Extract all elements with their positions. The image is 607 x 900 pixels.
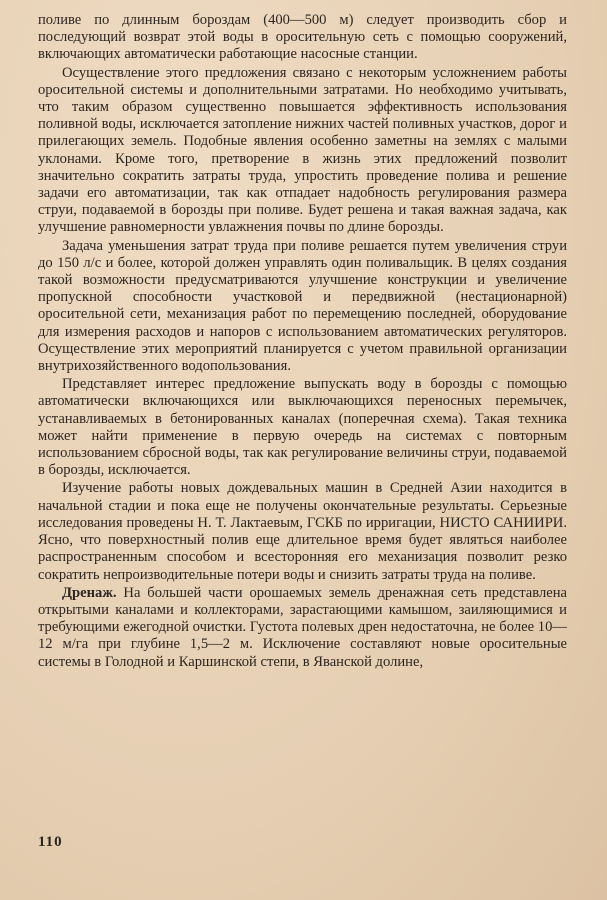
paragraph: Задача уменьшения затрат труда при поливе решается путем увеличения струи до 150 л/с и более, которой должен управлять один поливальщик. В целях создания такой возможности предусматриваются улучшение конструкции и увеличение пропускной способности участковой и передвижной (нестационарной) оросительной сети, механизация работ по перемещению последней, оборудование для измерения расходов и напоров с использованием автоматических регуляторов. Осуществление этих мероприятий планируется с учетом правильной организации внутрихозяйственного водопользования. bbox=[38, 237, 567, 375]
paragraph: Изучение работы новых дождевальных машин в Средней Азии находится в начальной стадии и пока еще не получены окончательные результаты. Серьезные исследования проведены Н. Т. Лактаевым, ГСКБ по ирригации, НИСТО САНИИРИ. Ясно, что поверхностный полив еще длительное время будет являться наиболее распространенным способом и всесторонняя его механизация позволит резко сократить непроизводительные потери воды и снизить затраты труда на поливе. bbox=[38, 480, 567, 583]
page-number: 110 bbox=[38, 834, 63, 850]
section-runin-heading: Дренаж. bbox=[62, 584, 117, 601]
paragraph-body: На большей части орошаемых земель дренажная сеть представлена открытыми каналами и коллекторами, зарастающими камышом, заиляющимися и требующими ежегодной очистки. Густота полевых дрен недостаточна, не более 10—12 м/га при глубине 1,5—2 м. Исключение составляют новые оросительные системы в Голодной и Каршинской степи, в Яванской долине, bbox=[38, 584, 567, 670]
paragraph-continuation: поливе по длинным бороздам (400—500 м) следует производить сбор и последующий возврат этой воды в оросительную сеть с помощью сооружений, включающих автоматически работающие насосные станции. bbox=[38, 12, 567, 63]
paragraph: Представляет интерес предложение выпускать воду в борозды с помощью автоматически включающихся или выключающихся переносных перемычек, устанавливаемых в бетонированных каналах (поперечная схема). Такая техника может найти применение в первую очередь на системах с повторным использованием сбросной воды, так как регулирование величины струи, подаваемой в борозды, исключается. bbox=[38, 376, 567, 479]
paragraph: Осуществление этого предложения связано с некоторым усложнением работы оросительной системы и дополнительными затратами. Но необходимо учитывать, что таким образом существенно повышается эффективность использования поливной воды, исключается затопление нижних частей поливных участков, дорог и прилегающих земель. Подобные явления особенно заметны на землях с малыми уклонами. Кроме того, претворение в жизнь этих предложений позволит значительно сократить затраты труда, упростить проведение полива и решение задачи его автоматизации, так как отпадает надобность регулирования размера струи, подаваемой в борозды при поливе. Будет решена и такая важная задача, как улучшение равномерности увлажнения почвы по длине борозды. bbox=[38, 64, 567, 236]
paragraph-drainage bbox=[38, 585, 567, 671]
